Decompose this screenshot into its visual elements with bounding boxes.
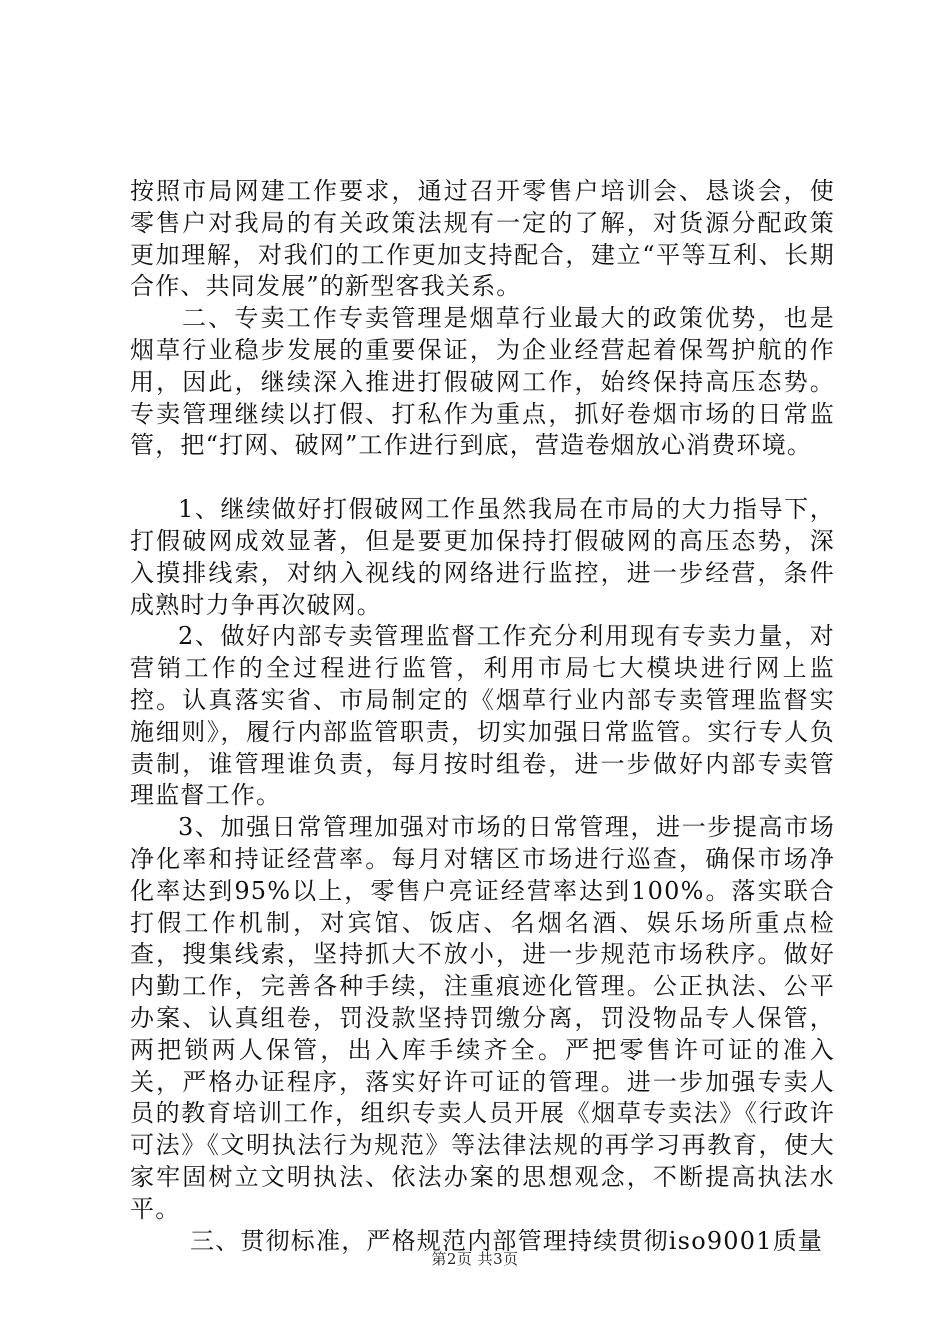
paragraph-item-three: 3、加强日常管理加强对市场的日常管理，进一步提高市场净化率和持证经营率。每月对辖区市场进行巡查，确保市场净化率达到95%以上，零售户亮证经营率达到100%。落实联合打假工作机制，对宾馆、饭店、名烟名酒、娱乐场所重点检查，搜集线索，坚持抓大不放小，进一步规范市场秩序。做好内勤工作，完善各种手续，注重痕迹化管理。公正执法、公平办案、认真组卷，罚没款坚持罚缴分离，罚没物品专人保管，两把锁两人保管，出入库手续齐全。严把零售许可证的准入关，严格办证程序，落实好许可证的管理。进一步加强专卖人员的教育培训工作，组织专卖人员开展《烟草专卖法》《行政许可法》《文明执法行为规范》等法律法规的再学习再教育，使大家牢固树立文明执法、依法办案的思想观念，不断提高执法水平。 bbox=[130, 813, 835, 1223]
paragraph-section-three: 三、贯彻标准，严格规范内部管理持续贯彻iso9001质量 bbox=[190, 1226, 824, 1255]
document-body bbox=[130, 176, 835, 1257]
paragraph-spacer bbox=[130, 462, 835, 494]
paragraph-customer-relations: 按照市局网建工作要求，通过召开零售户培训会、恳谈会，使零售户对我局的有关政策法规有一定的了解，对货源分配政策更加理解，对我们的工作更加支持配合，建立“平等互利、长期合作、共同发展”的新型客我关系。 bbox=[130, 177, 835, 301]
paragraph-section-two: 二、专卖工作专卖管理是烟草行业最大的政策优势，也是烟草行业稳步发展的重要保证，为企业经营起着保驾护航的作用，因此，继续深入推进打假破网工作，始终保持高压态势。专卖管理继续以打假、打私作为重点，抓好卷烟市场的日常监管，把“打网、破网”工作进行到底，营造卷烟放心消费环境。 bbox=[130, 304, 835, 460]
paragraph-item-one: 1、继续做好打假破网工作虽然我局在市局的大力指导下，打假破网成效显著，但是要更加保持打假破网的高压态势，深入摸排线索，对纳入视线的网络进行监控，进一步经营，条件成熟时力争再次破网。 bbox=[130, 495, 835, 619]
paragraph-item-two: 2、做好内部专卖管理监督工作充分利用现有专卖力量，对营销工作的全过程进行监管，利用市局七大模块进行网上监控。认真落实省、市局制定的《烟草行业内部专卖管理监督实施细则》，履行内部监管职责，切实加强日常监管。实行专人负责制，谁管理谁负责，每月按时组卷，进一步做好内部专卖管理监督工作。 bbox=[130, 622, 835, 810]
page-number-footer: 第2页 共3页 bbox=[431, 1250, 519, 1268]
